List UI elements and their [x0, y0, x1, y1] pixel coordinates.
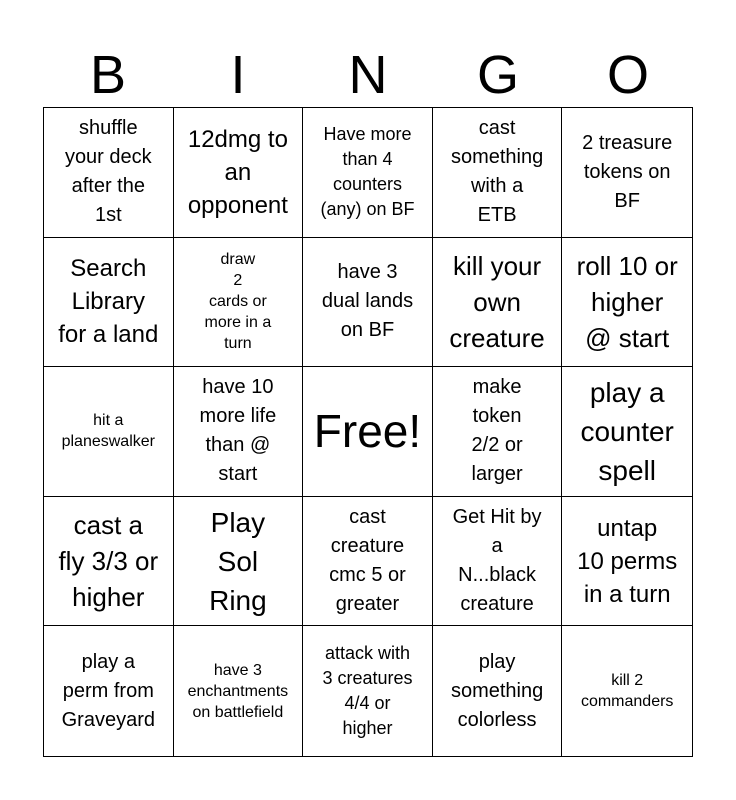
- bingo-board: [43, 107, 693, 757]
- bingo-cell[interactable]: [433, 108, 563, 238]
- bingo-cell[interactable]: [433, 367, 563, 497]
- header-letter-i: I: [230, 45, 246, 105]
- cell-text: have 10 more life than @ start: [199, 376, 277, 486]
- header-letter-b: B: [89, 45, 127, 105]
- header-letter-n: N: [348, 45, 388, 105]
- bingo-cell[interactable]: [174, 626, 304, 756]
- cell-text: have 3 dual lands on BF: [321, 261, 414, 342]
- cell-text: attack with 3 creatures 4/4 or higher: [322, 643, 413, 739]
- cell-text: draw 2 cards or more in a turn: [204, 251, 272, 353]
- cell-text: play a perm from Graveyard: [61, 650, 155, 731]
- bingo-cell[interactable]: [174, 367, 304, 497]
- bingo-cell[interactable]: [44, 108, 174, 238]
- bingo-cell[interactable]: [562, 238, 692, 368]
- cell-text: 12dmg to an opponent: [187, 125, 288, 219]
- bingo-cell[interactable]: [433, 238, 563, 368]
- cell-text: Have more than 4 counters (any) on BF: [320, 124, 415, 220]
- bingo-cell[interactable]: [44, 367, 174, 497]
- cell-text: cast something with a ETB: [450, 117, 544, 227]
- bingo-cell[interactable]: [303, 626, 433, 756]
- cell-text: play something colorless: [450, 650, 544, 731]
- bingo-cell[interactable]: [174, 108, 304, 238]
- cell-text: kill your own creature: [449, 250, 545, 353]
- bingo-cell[interactable]: [562, 108, 692, 238]
- bingo-cell[interactable]: [174, 238, 304, 368]
- cell-text: untap 10 perms in a turn: [577, 514, 678, 608]
- cell-text: play a counter spell: [580, 376, 674, 486]
- cell-text: cast a fly 3/3 or higher: [58, 510, 159, 613]
- bingo-header: [43, 44, 693, 106]
- bingo-cell[interactable]: [44, 238, 174, 368]
- cell-text: kill 2 commanders: [580, 672, 674, 711]
- bingo-cell[interactable]: [303, 497, 433, 627]
- header-letter-g: G: [476, 45, 519, 105]
- free-space-text: Free!: [313, 405, 422, 458]
- cell-text: 2 treasure tokens on BF: [582, 131, 673, 212]
- bingo-cell[interactable]: [44, 497, 174, 627]
- bingo-cell[interactable]: [562, 367, 692, 497]
- cell-text: Get Hit by a N...black creature: [452, 506, 542, 616]
- header-letter-o: O: [606, 45, 649, 105]
- bingo-cell[interactable]: [433, 626, 563, 756]
- free-space[interactable]: [303, 367, 433, 497]
- bingo-cell[interactable]: [174, 497, 304, 627]
- cell-text: Search Library for a land: [58, 255, 159, 349]
- bingo-cell[interactable]: [562, 497, 692, 627]
- cell-text: shuffle your deck after the 1st: [64, 117, 152, 227]
- bingo-cell[interactable]: [562, 626, 692, 756]
- cell-text: roll 10 or higher @ start: [576, 250, 678, 353]
- cell-text: Play Sol Ring: [209, 506, 267, 616]
- cell-text: cast creature cmc 5 or greater: [329, 506, 406, 616]
- cell-text: hit a planeswalker: [61, 412, 155, 451]
- bingo-cell[interactable]: [433, 497, 563, 627]
- bingo-cell[interactable]: [303, 238, 433, 368]
- cell-text: make token 2/2 or larger: [471, 376, 523, 486]
- bingo-cell[interactable]: [303, 108, 433, 238]
- cell-text: have 3 enchantments on battlefield: [187, 661, 289, 721]
- bingo-cell[interactable]: [44, 626, 174, 756]
